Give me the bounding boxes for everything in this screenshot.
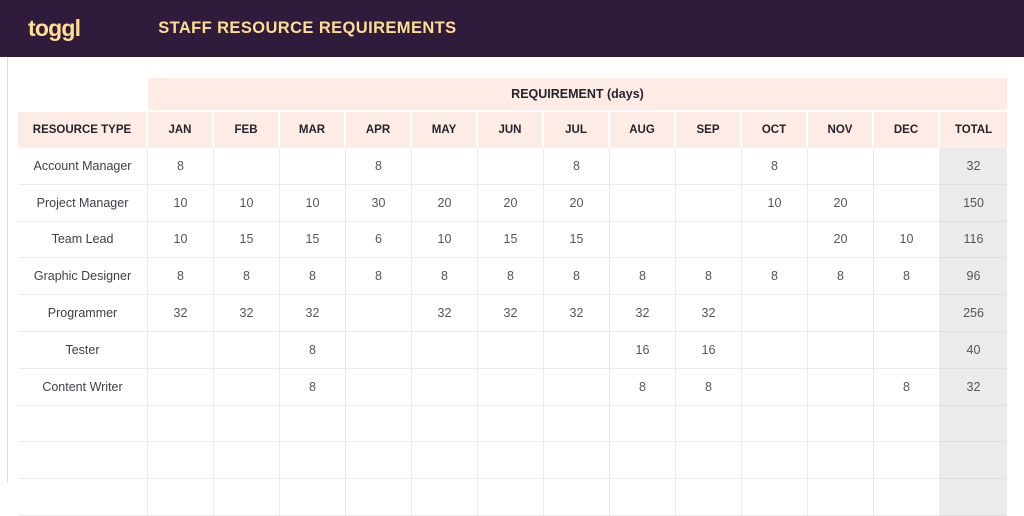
resource-label-cell bbox=[18, 442, 148, 479]
month-value-cell bbox=[544, 369, 610, 406]
month-value-cell: 8 bbox=[412, 258, 478, 295]
month-value-cell: 8 bbox=[610, 369, 676, 406]
month-value-cell bbox=[874, 406, 940, 443]
month-value-cell bbox=[874, 148, 940, 185]
month-value-cell bbox=[808, 295, 874, 332]
column-header-month: APR bbox=[346, 112, 412, 148]
total-value-cell: 96 bbox=[940, 258, 1007, 295]
month-value-cell bbox=[742, 369, 808, 406]
month-value-cell bbox=[412, 369, 478, 406]
month-value-cell bbox=[214, 148, 280, 185]
month-value-cell: 8 bbox=[544, 258, 610, 295]
month-value-cell bbox=[676, 479, 742, 516]
month-value-cell: 20 bbox=[544, 185, 610, 222]
month-value-cell bbox=[610, 406, 676, 443]
column-header-month: JUL bbox=[544, 112, 610, 148]
band-spacer bbox=[18, 78, 148, 112]
column-header-month: DEC bbox=[874, 112, 940, 148]
month-value-cell bbox=[610, 222, 676, 259]
month-value-cell: 10 bbox=[214, 185, 280, 222]
month-value-cell bbox=[412, 332, 478, 369]
month-value-cell: 8 bbox=[676, 369, 742, 406]
total-value-cell bbox=[940, 406, 1007, 443]
month-value-cell bbox=[478, 369, 544, 406]
month-value-cell: 15 bbox=[544, 222, 610, 259]
month-value-cell bbox=[874, 332, 940, 369]
month-value-cell: 10 bbox=[874, 222, 940, 259]
resource-label-cell: Tester bbox=[18, 332, 148, 369]
table-row bbox=[18, 185, 1007, 222]
table-row bbox=[18, 332, 1007, 369]
month-value-cell bbox=[478, 148, 544, 185]
month-value-cell: 8 bbox=[214, 258, 280, 295]
month-value-cell bbox=[214, 369, 280, 406]
month-value-cell bbox=[808, 148, 874, 185]
brand-header-bar bbox=[0, 0, 1024, 57]
toggl-logo: toggl bbox=[28, 15, 81, 41]
month-value-cell: 8 bbox=[346, 258, 412, 295]
left-edge-divider bbox=[7, 57, 8, 483]
month-value-cell bbox=[742, 295, 808, 332]
table-row bbox=[18, 406, 1007, 443]
month-value-cell: 16 bbox=[610, 332, 676, 369]
month-value-cell bbox=[874, 185, 940, 222]
month-value-cell: 32 bbox=[676, 295, 742, 332]
month-value-cell: 8 bbox=[148, 148, 214, 185]
month-value-cell bbox=[874, 442, 940, 479]
month-value-cell bbox=[544, 442, 610, 479]
month-value-cell bbox=[346, 295, 412, 332]
month-value-cell bbox=[610, 148, 676, 185]
month-value-cell: 32 bbox=[544, 295, 610, 332]
month-value-cell bbox=[742, 406, 808, 443]
month-value-cell bbox=[676, 442, 742, 479]
month-value-cell: 8 bbox=[874, 258, 940, 295]
month-value-cell bbox=[808, 479, 874, 516]
month-value-cell: 16 bbox=[676, 332, 742, 369]
month-value-cell bbox=[610, 185, 676, 222]
month-value-cell bbox=[610, 442, 676, 479]
month-value-cell: 6 bbox=[346, 222, 412, 259]
month-value-cell bbox=[148, 406, 214, 443]
column-header-month: JUN bbox=[478, 112, 544, 148]
column-header-total: TOTAL bbox=[940, 112, 1007, 148]
month-value-cell bbox=[346, 479, 412, 516]
month-value-cell: 10 bbox=[148, 222, 214, 259]
month-value-cell: 30 bbox=[346, 185, 412, 222]
month-value-cell bbox=[808, 442, 874, 479]
resource-label-cell: Content Writer bbox=[18, 369, 148, 406]
month-value-cell: 32 bbox=[214, 295, 280, 332]
column-header-row bbox=[18, 112, 1007, 148]
total-value-cell: 150 bbox=[940, 185, 1007, 222]
month-value-cell bbox=[742, 332, 808, 369]
month-value-cell bbox=[412, 479, 478, 516]
month-value-cell: 8 bbox=[742, 258, 808, 295]
total-value-cell bbox=[940, 479, 1007, 516]
month-value-cell bbox=[148, 442, 214, 479]
total-value-cell: 32 bbox=[940, 369, 1007, 406]
page-title: STAFF RESOURCE REQUIREMENTS bbox=[158, 19, 457, 38]
month-value-cell bbox=[874, 295, 940, 332]
month-value-cell: 8 bbox=[280, 258, 346, 295]
month-value-cell bbox=[544, 332, 610, 369]
month-value-cell: 15 bbox=[214, 222, 280, 259]
month-value-cell: 20 bbox=[808, 222, 874, 259]
month-value-cell bbox=[478, 442, 544, 479]
table-row bbox=[18, 222, 1007, 259]
requirement-days-band: REQUIREMENT (days) bbox=[148, 78, 1007, 112]
resource-label-cell: Project Manager bbox=[18, 185, 148, 222]
month-value-cell bbox=[676, 406, 742, 443]
total-value-cell: 256 bbox=[940, 295, 1007, 332]
month-value-cell bbox=[742, 479, 808, 516]
total-value-cell: 32 bbox=[940, 148, 1007, 185]
month-value-cell bbox=[676, 148, 742, 185]
month-value-cell bbox=[808, 332, 874, 369]
month-value-cell: 32 bbox=[148, 295, 214, 332]
month-value-cell bbox=[412, 406, 478, 443]
month-value-cell: 8 bbox=[610, 258, 676, 295]
month-value-cell: 32 bbox=[478, 295, 544, 332]
month-value-cell bbox=[742, 442, 808, 479]
table-row bbox=[18, 369, 1007, 406]
month-value-cell bbox=[346, 369, 412, 406]
month-value-cell bbox=[214, 406, 280, 443]
band-row bbox=[18, 78, 1007, 112]
month-value-cell: 15 bbox=[280, 222, 346, 259]
total-value-cell bbox=[940, 442, 1007, 479]
month-value-cell: 32 bbox=[610, 295, 676, 332]
resource-label-cell bbox=[18, 479, 148, 516]
month-value-cell: 10 bbox=[742, 185, 808, 222]
month-value-cell: 32 bbox=[280, 295, 346, 332]
column-header-month: FEB bbox=[214, 112, 280, 148]
month-value-cell bbox=[148, 369, 214, 406]
month-value-cell bbox=[544, 406, 610, 443]
month-value-cell: 8 bbox=[544, 148, 610, 185]
month-value-cell: 20 bbox=[478, 185, 544, 222]
month-value-cell bbox=[478, 406, 544, 443]
month-value-cell bbox=[544, 479, 610, 516]
resource-label-cell bbox=[18, 406, 148, 443]
month-value-cell bbox=[412, 442, 478, 479]
month-value-cell bbox=[478, 332, 544, 369]
column-header-month: SEP bbox=[676, 112, 742, 148]
month-value-cell bbox=[214, 479, 280, 516]
month-value-cell: 32 bbox=[412, 295, 478, 332]
month-value-cell bbox=[742, 222, 808, 259]
resource-label-cell: Account Manager bbox=[18, 148, 148, 185]
column-header-month: OCT bbox=[742, 112, 808, 148]
staff-resource-table bbox=[18, 78, 1007, 516]
month-value-cell: 15 bbox=[478, 222, 544, 259]
column-header-month: AUG bbox=[610, 112, 676, 148]
column-header-month: NOV bbox=[808, 112, 874, 148]
month-value-cell bbox=[346, 332, 412, 369]
month-value-cell: 20 bbox=[412, 185, 478, 222]
table-row bbox=[18, 295, 1007, 332]
month-value-cell: 8 bbox=[808, 258, 874, 295]
month-value-cell bbox=[676, 185, 742, 222]
table-row bbox=[18, 442, 1007, 479]
month-value-cell bbox=[280, 148, 346, 185]
requirements-table bbox=[18, 78, 1007, 516]
month-value-cell: 8 bbox=[478, 258, 544, 295]
month-value-cell: 8 bbox=[676, 258, 742, 295]
column-header-month: MAR bbox=[280, 112, 346, 148]
month-value-cell bbox=[280, 406, 346, 443]
month-value-cell bbox=[148, 332, 214, 369]
month-value-cell: 10 bbox=[148, 185, 214, 222]
month-value-cell: 8 bbox=[874, 369, 940, 406]
month-value-cell bbox=[280, 479, 346, 516]
month-value-cell: 8 bbox=[280, 369, 346, 406]
month-value-cell bbox=[808, 406, 874, 443]
resource-label-cell: Programmer bbox=[18, 295, 148, 332]
table-row bbox=[18, 479, 1007, 516]
month-value-cell bbox=[478, 479, 544, 516]
month-value-cell bbox=[214, 332, 280, 369]
month-value-cell bbox=[148, 479, 214, 516]
table-row bbox=[18, 148, 1007, 185]
month-value-cell bbox=[412, 148, 478, 185]
column-header-month: JAN bbox=[148, 112, 214, 148]
month-value-cell bbox=[280, 442, 346, 479]
table-row bbox=[18, 258, 1007, 295]
month-value-cell: 8 bbox=[742, 148, 808, 185]
month-value-cell bbox=[610, 479, 676, 516]
month-value-cell bbox=[808, 369, 874, 406]
month-value-cell: 8 bbox=[148, 258, 214, 295]
column-header-resource-type: RESOURCE TYPE bbox=[18, 112, 148, 148]
month-value-cell: 10 bbox=[412, 222, 478, 259]
month-value-cell bbox=[676, 222, 742, 259]
month-value-cell: 8 bbox=[280, 332, 346, 369]
resource-label-cell: Graphic Designer bbox=[18, 258, 148, 295]
month-value-cell: 8 bbox=[346, 148, 412, 185]
month-value-cell bbox=[214, 442, 280, 479]
resource-label-cell: Team Lead bbox=[18, 222, 148, 259]
total-value-cell: 116 bbox=[940, 222, 1007, 259]
total-value-cell: 40 bbox=[940, 332, 1007, 369]
month-value-cell: 20 bbox=[808, 185, 874, 222]
month-value-cell bbox=[346, 406, 412, 443]
month-value-cell bbox=[346, 442, 412, 479]
month-value-cell bbox=[874, 479, 940, 516]
month-value-cell: 10 bbox=[280, 185, 346, 222]
column-header-month: MAY bbox=[412, 112, 478, 148]
